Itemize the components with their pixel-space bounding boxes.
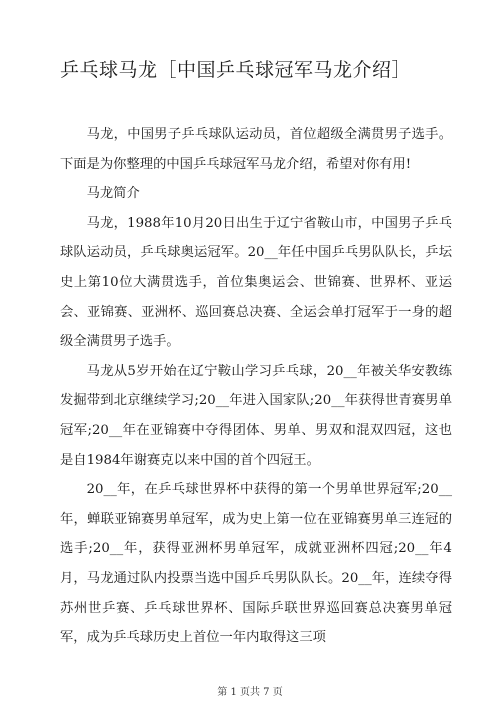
page-number-footer: 第 1 页共 7 页 (217, 687, 283, 698)
paragraph-early-career: 马龙从5岁开始在辽宁鞍山学习乒乓球，20__年被关华安教练发掘带到北京继续学习;20__年进入国家队;20__年获得世青赛男单冠军;20__年在亚锦赛中夺得团体、男单、男双和混双四冠，这也是自1984年谢赛克以来中国的首个四冠王。 (60, 363, 452, 468)
document-body (60, 120, 452, 653)
section-heading: 马龙简介 (86, 186, 140, 202)
paragraph-birth: 马龙，1988年10月20日出生于辽宁省鞍山市，中国男子乒乓球队运动员，乒乓球奥运冠军。20__年任中国乒乓男队队长，乒坛史上第10位大满贯选手，首位集奥运会、世锦赛、世界杯、亚运会、亚锦赛、亚洲杯、巡回赛总决赛、全运会单打冠军于一身的超级全满贯男子选手。 (60, 215, 452, 350)
paragraph-achievements: 20__年，在乒乓球世界杯中获得的第一个男单世界冠军;20__年，蝉联亚锦赛男单冠军，成为史上第一位在亚锦赛男单三连冠的选手;20__年，获得亚洲杯男单冠军，成就亚洲杯四冠;20__年4月，马龙通过队内投票当选中国乒乓男队队长。20__年，连续夺得苏州世乒赛、乒乓球世界杯、国际乒联世界巡回赛总决赛男单冠军，成为乒乓球历史上首位一年内取得这三项 (60, 482, 452, 646)
intro-paragraph: 马龙，中国男子乒乓球队运动员，首位超级全满贯男子选手。下面是为你整理的中国乒乓球冠军马龙介绍，希望对你有用! (60, 127, 452, 172)
document-title: 乒乓球马龙［中国乒乓球冠军马龙介绍］ (60, 59, 412, 81)
